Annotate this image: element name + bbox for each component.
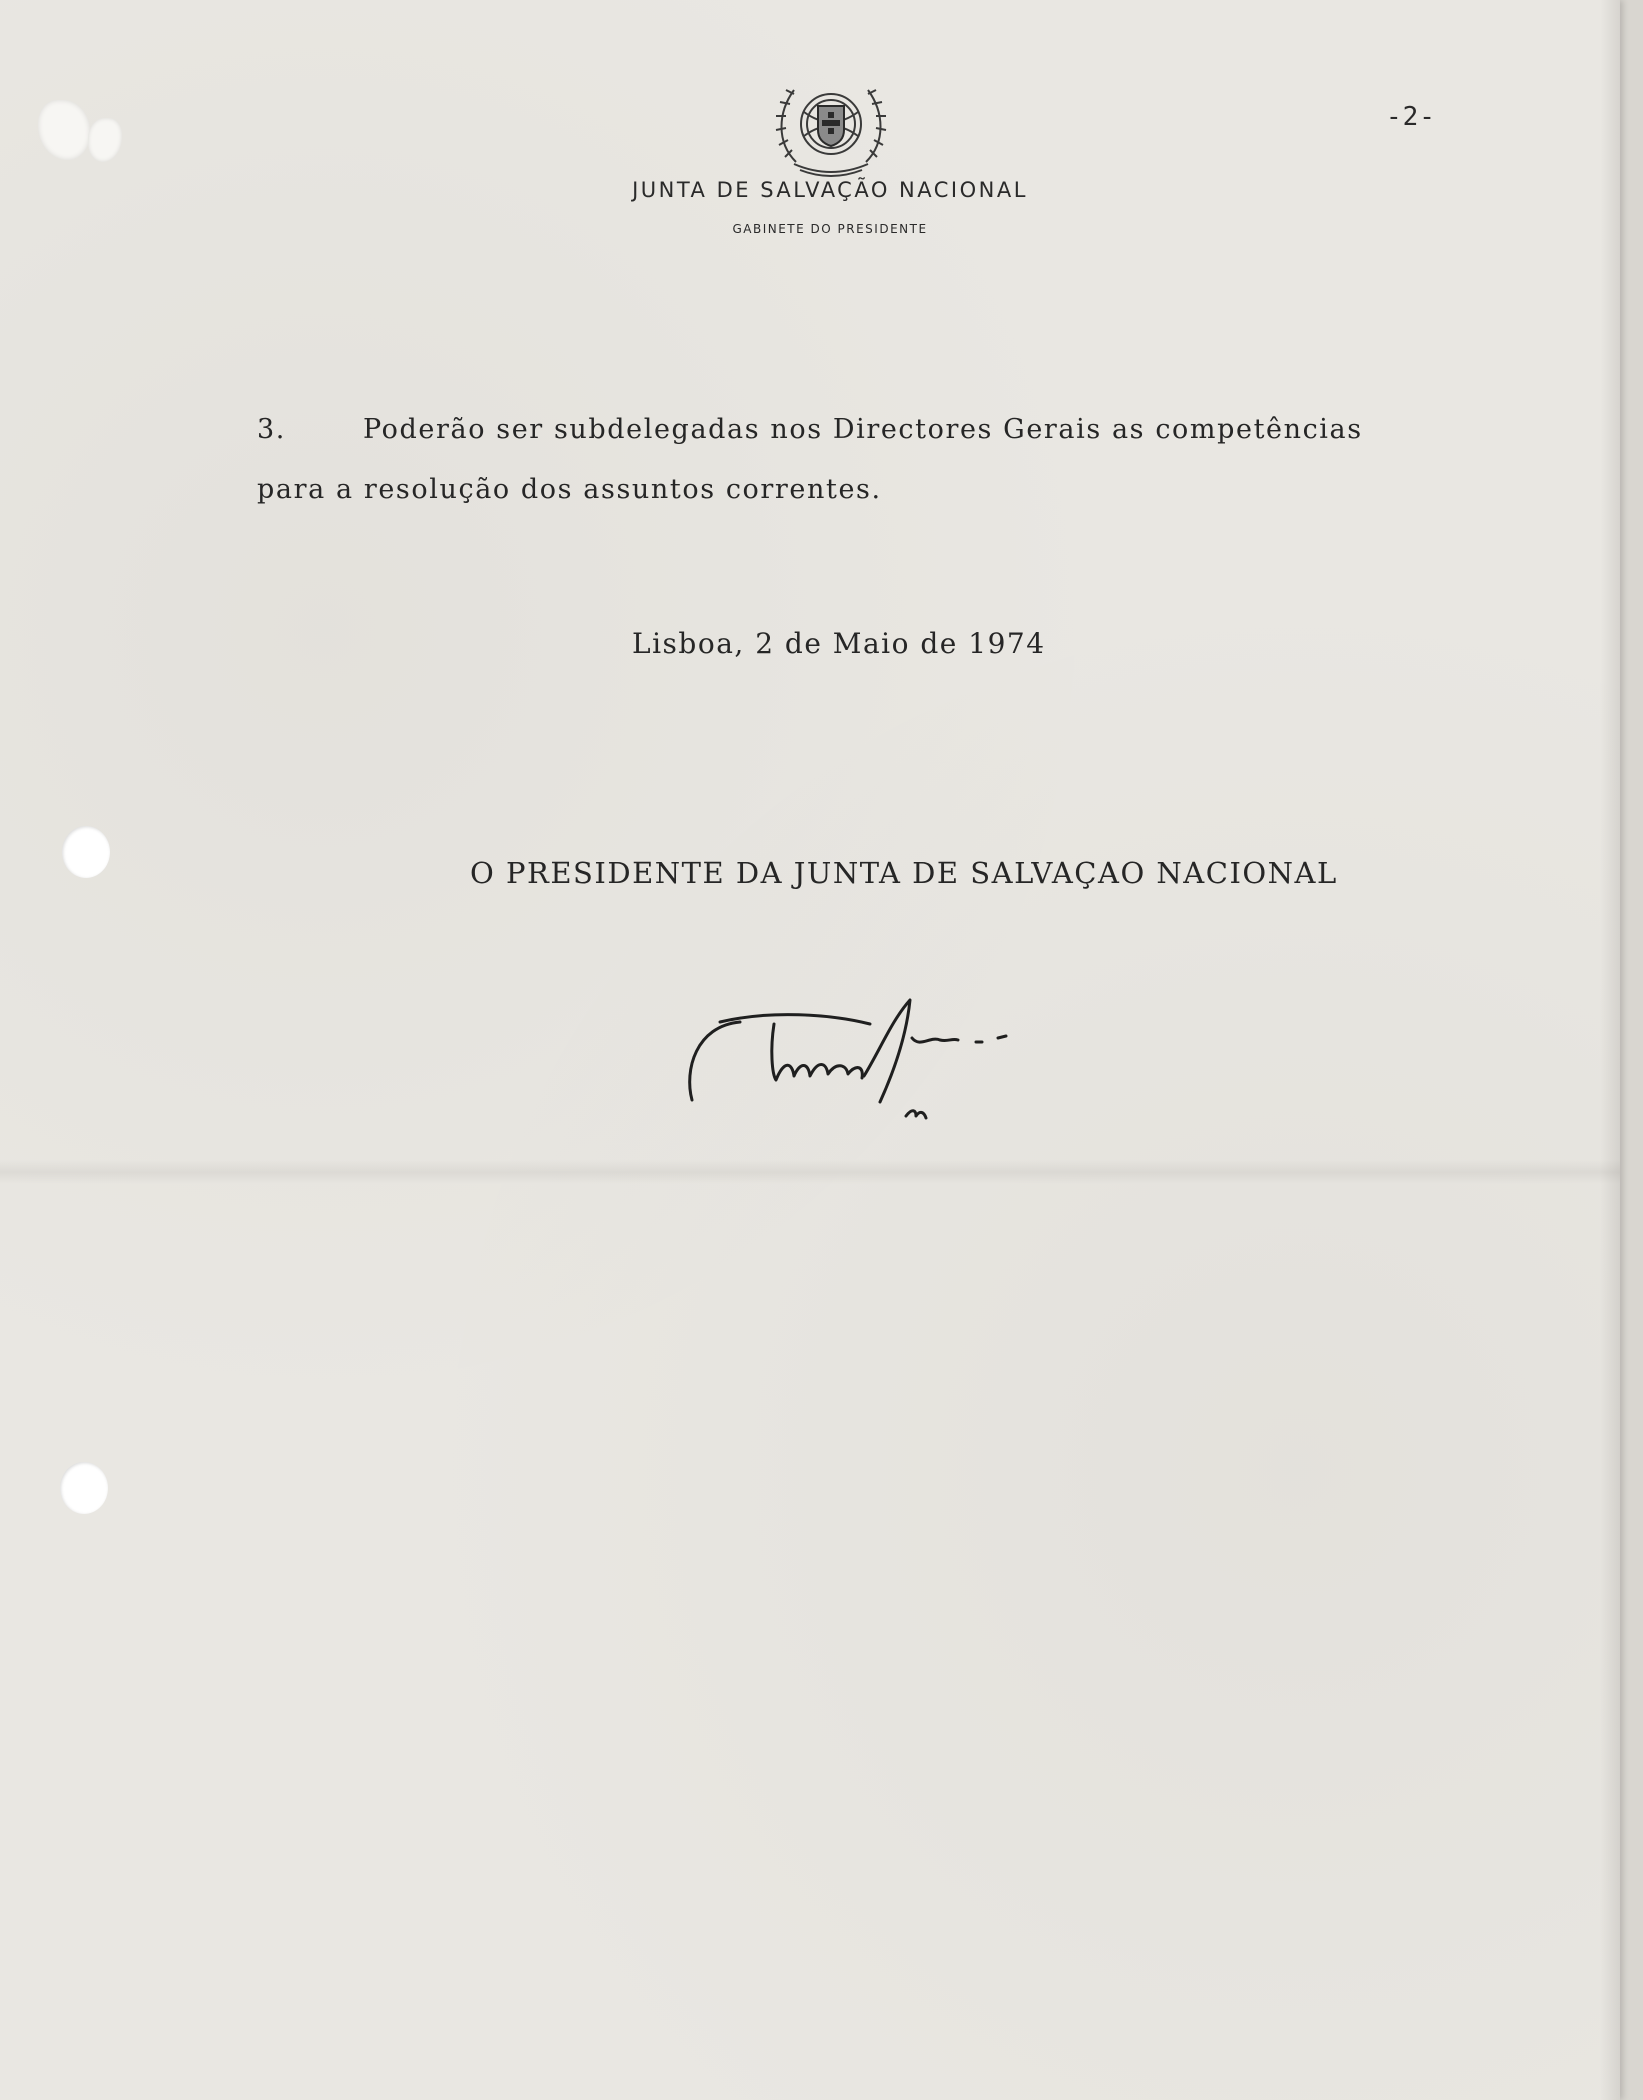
torn-staple-mark [38,100,90,160]
paragraph-line-1 [257,414,1363,445]
paragraph-number: 3. [257,414,286,445]
dateline: Lisboa, 2 de Maio de 1974 [632,627,1046,660]
punch-hole-upper [62,826,110,878]
signatory-title: O PRESIDENTE DA JUNTA DE SALVAÇAO NACIONAL [470,856,1338,890]
handwritten-signature-icon [680,990,1150,1120]
letterhead-title: JUNTA DE SALVAÇÃO NACIONAL [632,178,1028,202]
page-edge-shadow [1600,0,1620,2100]
paragraph-text-line-1: Poderão ser subdelegadas nos Directores Gerais as competências [363,414,1363,445]
paragraph-text-line-2: para a resolução dos assuntos correntes. [257,474,882,505]
torn-staple-mark-secondary [88,118,122,162]
letterhead-subtitle: GABINETE DO PRESIDENTE [732,222,928,236]
coat-of-arms-icon [766,72,896,182]
punch-hole-lower [60,1462,108,1514]
page-number: -2- [1386,102,1436,132]
